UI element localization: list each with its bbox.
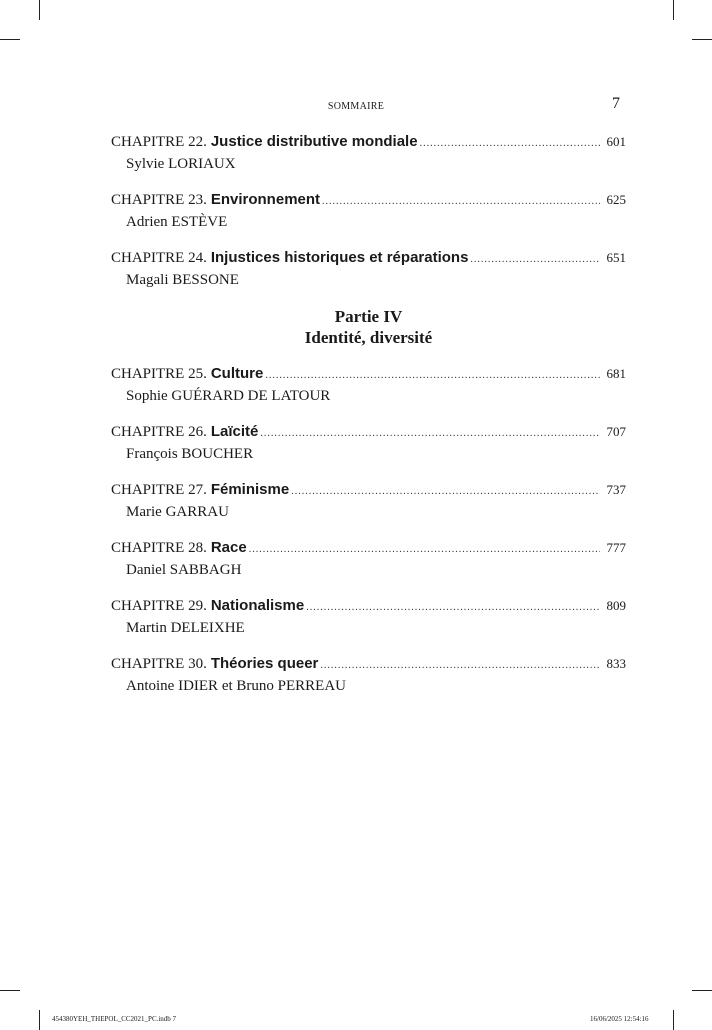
part-label: Partie IV	[334, 307, 403, 326]
toc-entry[interactable]	[111, 538, 626, 580]
chapter-page: 625	[606, 192, 626, 207]
dot-leader	[260, 424, 600, 444]
chapter-title: Nationalisme	[210, 597, 305, 614]
chapter-page: 737	[606, 482, 626, 497]
chapter-author: François BOUCHER	[126, 446, 254, 462]
chapter-title: Laïcité	[210, 423, 259, 440]
part-heading	[111, 306, 626, 348]
toc-entry[interactable]	[111, 654, 626, 696]
crop-mark	[0, 990, 20, 991]
dot-leader	[420, 134, 600, 154]
toc-entry[interactable]	[111, 422, 626, 464]
crop-mark	[692, 990, 712, 991]
dot-leader	[249, 540, 600, 560]
dot-leader	[291, 482, 600, 502]
crop-mark	[39, 1010, 40, 1030]
chapter-author: Martin DELEIXHE	[126, 620, 245, 636]
chapter-title: Justice distributive mondiale	[210, 133, 418, 150]
toc-entry[interactable]	[111, 480, 626, 522]
chapter-number: CHAPITRE 23.	[111, 192, 207, 208]
chapter-page: 809	[606, 598, 626, 613]
chapter-page: 651	[606, 250, 626, 265]
chapter-author: Sylvie LORIAUX	[126, 156, 236, 172]
chapter-number: CHAPITRE 25.	[111, 366, 207, 382]
crop-mark	[673, 0, 674, 20]
dot-leader	[320, 656, 600, 676]
chapter-page: 777	[606, 540, 626, 555]
chapter-author: Sophie GUÉRARD DE LATOUR	[126, 388, 331, 404]
crop-mark	[692, 39, 712, 40]
chapter-title: Culture	[210, 365, 264, 382]
chapter-number: CHAPITRE 27.	[111, 482, 207, 498]
crop-mark	[39, 0, 40, 20]
dot-leader	[470, 250, 600, 270]
dot-leader	[265, 366, 600, 386]
toc-entry[interactable]	[111, 190, 626, 232]
chapter-page: 601	[606, 134, 626, 149]
chapter-author: Marie GARRAU	[126, 504, 229, 520]
crop-mark	[0, 39, 20, 40]
dot-leader	[322, 192, 600, 212]
chapter-page: 833	[606, 656, 626, 671]
chapter-title: Environnement	[210, 191, 321, 208]
chapter-title: Théories queer	[210, 655, 319, 672]
chapter-title: Féminisme	[210, 481, 290, 498]
toc-entry[interactable]	[111, 596, 626, 638]
dot-leader	[306, 598, 600, 618]
chapter-number: CHAPITRE 24.	[111, 250, 207, 266]
chapter-author: Adrien ESTÈVE	[126, 214, 228, 230]
chapter-title: Race	[210, 539, 247, 556]
page-number: 7	[612, 95, 620, 112]
chapter-number: CHAPITRE 29.	[111, 598, 207, 614]
chapter-author: Daniel SABBAGH	[126, 562, 242, 578]
print-slug-file: 454380YEH_THEPOL_CC2021_PC.indb 7	[52, 1015, 177, 1023]
chapter-author: Antoine IDIER et Bruno PERREAU	[126, 678, 346, 694]
toc-entry[interactable]	[111, 248, 626, 290]
chapter-author: Magali BESSONE	[126, 272, 239, 288]
print-slug-date: 16/06/2025 12:54:16	[590, 1015, 649, 1023]
chapter-number: CHAPITRE 28.	[111, 540, 207, 556]
table-of-contents	[111, 132, 626, 712]
running-header: SOMMAIRE	[327, 101, 385, 112]
toc-entry[interactable]	[111, 132, 626, 174]
crop-mark	[673, 1010, 674, 1030]
toc-entry[interactable]	[111, 364, 626, 406]
chapter-page: 707	[606, 424, 626, 439]
chapter-number: CHAPITRE 26.	[111, 424, 207, 440]
part-title: Identité, diversité	[304, 328, 433, 347]
chapter-number: CHAPITRE 30.	[111, 656, 207, 672]
chapter-number: CHAPITRE 22.	[111, 134, 207, 150]
chapter-page: 681	[606, 366, 626, 381]
chapter-title: Injustices historiques et réparations	[210, 249, 469, 266]
